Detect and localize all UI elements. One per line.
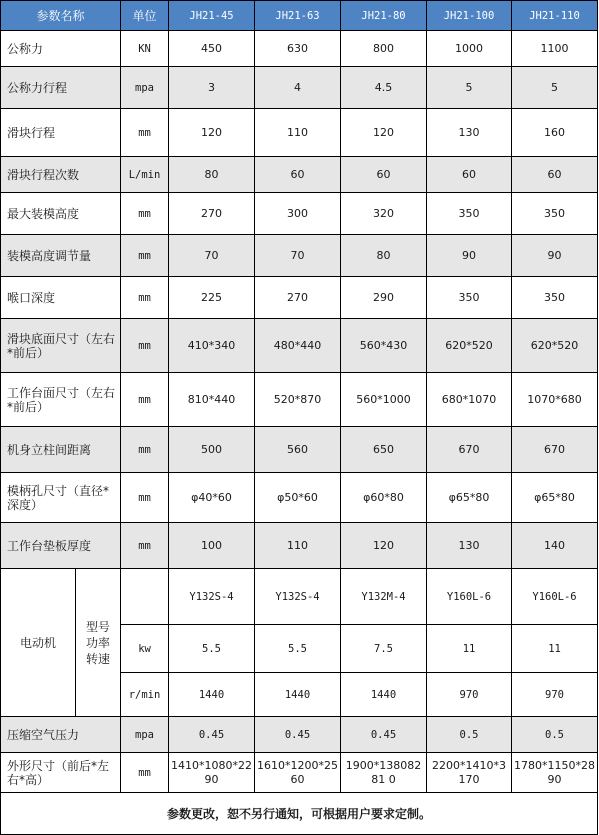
header-unit: 单位: [121, 1, 169, 31]
param-value: 0.45: [169, 717, 255, 753]
param-name: 公称力行程: [1, 67, 121, 109]
param-value: 5: [512, 67, 598, 109]
motor-sub-label: [76, 569, 121, 717]
spec-row: [1, 31, 598, 67]
param-value: 350: [427, 193, 512, 235]
motor-value: 970: [512, 673, 598, 717]
param-value: 60: [427, 157, 512, 193]
param-value: 70: [169, 235, 255, 277]
param-unit: KN: [121, 31, 169, 67]
param-value: φ65*80: [512, 473, 598, 523]
note-row: [1, 793, 598, 835]
param-value: 5: [427, 67, 512, 109]
param-unit: mpa: [121, 67, 169, 109]
header-model: JH21-45: [169, 1, 255, 31]
param-value: [169, 753, 255, 793]
param-value: 130: [427, 523, 512, 569]
param-name: 滑块行程次数: [1, 157, 121, 193]
param-name: 压缩空气压力: [1, 717, 121, 753]
param-value: 560*430: [341, 319, 427, 373]
param-value: 60: [512, 157, 598, 193]
param-value: 450: [169, 31, 255, 67]
param-value: 120: [341, 109, 427, 157]
param-value: 560*1000: [341, 373, 427, 427]
param-value: 90: [427, 235, 512, 277]
spec-row: [1, 277, 598, 319]
header-row: [1, 1, 598, 31]
motor-unit: kw: [121, 625, 169, 673]
param-value: 320: [341, 193, 427, 235]
param-value: 90: [512, 235, 598, 277]
spec-row: [1, 67, 598, 109]
param-value: 480*440: [255, 319, 341, 373]
motor-value: Y160L-6: [427, 569, 512, 625]
param-unit: mpa: [121, 717, 169, 753]
param-name: 工作台面尺寸（左右*前后）: [1, 373, 121, 427]
param-value: 1000: [427, 31, 512, 67]
motor-value: 1440: [341, 673, 427, 717]
param-value: 110: [255, 109, 341, 157]
param-value: 560: [255, 427, 341, 473]
param-name: 模柄孔尺寸（直径*深度）: [1, 473, 121, 523]
param-value: 620*520: [427, 319, 512, 373]
param-value: 520*870: [255, 373, 341, 427]
param-value: 0.45: [255, 717, 341, 753]
param-value: 270: [255, 277, 341, 319]
param-name: 装模高度调节量: [1, 235, 121, 277]
param-value: 4.5: [341, 67, 427, 109]
header-model: JH21-63: [255, 1, 341, 31]
spec-row: [1, 235, 598, 277]
param-value: 80: [341, 235, 427, 277]
param-unit: mm: [121, 109, 169, 157]
param-value: 800: [341, 31, 427, 67]
param-unit: mm: [121, 753, 169, 793]
param-value: 620*520: [512, 319, 598, 373]
header-model: JH21-100: [427, 1, 512, 31]
param-value: φ65*80: [427, 473, 512, 523]
param-value: 3: [169, 67, 255, 109]
header-model: JH21-110: [512, 1, 598, 31]
param-value: 225: [169, 277, 255, 319]
param-unit: mm: [121, 319, 169, 373]
param-value: 160: [512, 109, 598, 157]
param-value: 70: [255, 235, 341, 277]
param-value: 650: [341, 427, 427, 473]
param-value: 810*440: [169, 373, 255, 427]
param-name: 工作台垫板厚度: [1, 523, 121, 569]
param-value: 270: [169, 193, 255, 235]
param-value: 120: [341, 523, 427, 569]
param-name: 滑块行程: [1, 109, 121, 157]
spec-row: [1, 373, 598, 427]
param-name: 喉口深度: [1, 277, 121, 319]
param-value: [427, 753, 512, 793]
motor-sub-label-text: 型号功率转速: [86, 619, 111, 666]
motor-value: 1440: [255, 673, 341, 717]
param-unit: L/min: [121, 157, 169, 193]
param-name: 最大装模高度: [1, 193, 121, 235]
motor-value: 970: [427, 673, 512, 717]
footer-note: 参数更改，恕不另行通知，可根据用户要求定制。: [1, 793, 598, 835]
param-value: [341, 753, 427, 793]
param-value-text: 1410*1080*2290: [171, 758, 253, 786]
motor-value: Y132M-4: [341, 569, 427, 625]
param-value-text: 1780*1150*2890: [514, 758, 596, 786]
param-name: 外形尺寸（前后*左右*高）: [1, 753, 121, 793]
param-value: [512, 753, 598, 793]
param-unit: mm: [121, 523, 169, 569]
spec-row: [1, 319, 598, 373]
param-value: 0.5: [427, 717, 512, 753]
motor-unit-empty: [121, 569, 169, 625]
spec-row: [1, 109, 598, 157]
param-value: 140: [512, 523, 598, 569]
motor-value: Y132S-4: [169, 569, 255, 625]
param-unit: mm: [121, 277, 169, 319]
param-name: 公称力: [1, 31, 121, 67]
param-value: φ60*80: [341, 473, 427, 523]
param-value: φ40*60: [169, 473, 255, 523]
param-value: 410*340: [169, 319, 255, 373]
motor-value: Y132S-4: [255, 569, 341, 625]
motor-unit: r/min: [121, 673, 169, 717]
param-value: φ50*60: [255, 473, 341, 523]
param-value: 500: [169, 427, 255, 473]
param-value: 350: [512, 277, 598, 319]
motor-value: 5.5: [169, 625, 255, 673]
spec-row: [1, 717, 598, 753]
param-value: 300: [255, 193, 341, 235]
motor-value: 1440: [169, 673, 255, 717]
param-value: 1100: [512, 31, 598, 67]
param-value: 350: [512, 193, 598, 235]
param-value: 680*1070: [427, 373, 512, 427]
spec-row: [1, 427, 598, 473]
param-value: 60: [341, 157, 427, 193]
param-value: 110: [255, 523, 341, 569]
param-name: 机身立柱间距离: [1, 427, 121, 473]
param-value-text: 1610*1200*2560: [257, 758, 339, 786]
param-value: 670: [512, 427, 598, 473]
spec-row: [1, 523, 598, 569]
param-value: 1070*680: [512, 373, 598, 427]
spec-row: [1, 157, 598, 193]
spec-row: [1, 473, 598, 523]
param-value-text: 1900*13808281 0: [345, 758, 422, 786]
motor-value: Y160L-6: [512, 569, 598, 625]
param-unit: mm: [121, 427, 169, 473]
header-model: JH21-80: [341, 1, 427, 31]
param-value: 100: [169, 523, 255, 569]
param-value: 670: [427, 427, 512, 473]
spec-row: [1, 193, 598, 235]
param-unit: mm: [121, 373, 169, 427]
param-unit: mm: [121, 193, 169, 235]
motor-value: 11: [427, 625, 512, 673]
param-value: 120: [169, 109, 255, 157]
param-value: 60: [255, 157, 341, 193]
motor-row: [1, 569, 598, 625]
param-value: [255, 753, 341, 793]
param-value: 130: [427, 109, 512, 157]
param-value: 4: [255, 67, 341, 109]
param-value: 0.5: [512, 717, 598, 753]
header-param-name: 参数名称: [1, 1, 121, 31]
motor-value: 11: [512, 625, 598, 673]
param-value: 290: [341, 277, 427, 319]
motor-value: 5.5: [255, 625, 341, 673]
param-value: 0.45: [341, 717, 427, 753]
param-value: 350: [427, 277, 512, 319]
param-value: 630: [255, 31, 341, 67]
motor-label: 电动机: [1, 569, 76, 717]
spec-row: [1, 753, 598, 793]
param-unit: mm: [121, 235, 169, 277]
param-value: 80: [169, 157, 255, 193]
param-unit: mm: [121, 473, 169, 523]
param-value-text: 2200*1410*3170: [432, 758, 507, 786]
param-name: 滑块底面尺寸（左右*前后）: [1, 319, 121, 373]
motor-value: 7.5: [341, 625, 427, 673]
